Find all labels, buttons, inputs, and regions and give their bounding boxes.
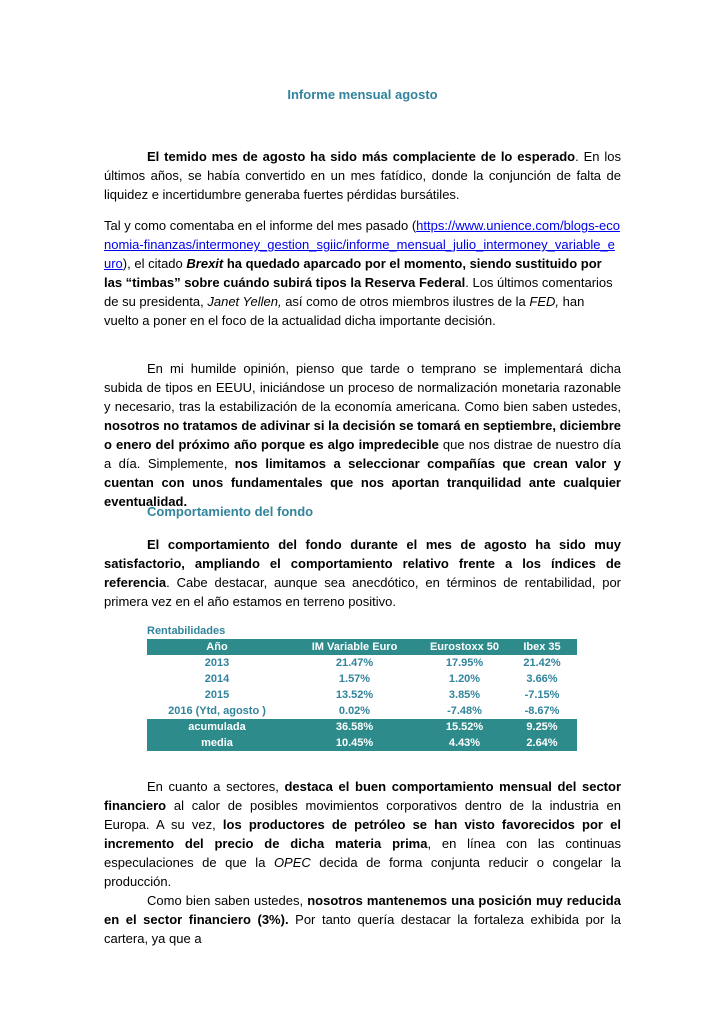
table-cell: 15.52% [422,719,507,735]
table-cell: 13.52% [287,687,422,703]
table-cell: -7.15% [507,687,577,703]
header-cell: IM Variable Euro [287,639,422,655]
report-link[interactable]: https://www.unience.com/blogs-economia-finanzas/intermoney_gestion_sgiic/informe_mensual_julio_intermoney_variable_euro [104,218,620,271]
financial-text-2: Por tanto quería destacar la fortaleza exhibida por la cartera, ya que a [104,912,621,946]
fund-bold: El comportamiento del fondo durante el mes de agosto ha sido muy satisfactorio, ampliando el comportamiento relativo frente a los índices de referencia [104,537,621,590]
table-cell: 4.43% [422,735,507,751]
brexit-text-4: así como de otros miembros ilustres de la [281,294,530,309]
table-cell: 2013 [147,655,287,671]
brexit-text-5: han vuelto a poner en el foco de la actualidad dicha importante decisión. [104,294,585,328]
paragraph-intro [104,147,621,204]
table-cell: 2016 (Ytd, agosto ) [147,703,287,719]
financial-bold: nosotros mantenemos una posición muy reducida en el sector financiero (3%). [104,893,621,927]
header-cell: Eurostoxx 50 [422,639,507,655]
table-cell: 2.64% [507,735,577,751]
opinion-text-2: que nos distrae de nuestro día a día. Simplemente, [104,437,621,471]
table-cell: 2014 [147,671,287,687]
opinion-bold-2: nos limitamos a seleccionar compañías que crean valor y cuentan con unos fundamentales que nos aportan tranquilidad ante cualquier eventualidad. [104,456,621,509]
table-cell: acumulada [147,719,287,735]
table-cell: 3.85% [422,687,507,703]
table-cell: -8.67% [507,703,577,719]
brexit-text-3: . Los últimos comentarios de su presidenta, [104,275,613,309]
sectors-text-1: En cuanto a sectores, [147,779,285,794]
fund-text: . Cabe destacar, aunque sea anecdótico, en términos de rentabilidad, por primera vez en el año estamos en terreno positivo. [104,575,621,609]
fed-italic: FED, [529,294,560,309]
table-cell: media [147,735,287,751]
paragraph-opinion [104,359,621,511]
table-cell: 17.95% [422,655,507,671]
table-footer-row [147,735,577,751]
brexit-italic: Brexit [186,256,224,271]
table-cell: 10.45% [287,735,422,751]
brexit-text-1: Tal y como comentaba en el informe del mes pasado ( [104,218,417,233]
table-cell: -7.48% [422,703,507,719]
yellen-italic: Janet Yellen, [207,294,282,309]
returns-table [147,639,577,751]
opec-italic: OPEC [273,855,311,870]
document-title: Informe mensual agosto [287,87,438,102]
table-row [147,703,577,719]
paragraph-sectors [104,777,621,891]
paragraph-financial [104,891,621,948]
table-row [147,687,577,703]
table-cell: 1.57% [287,671,422,687]
table-cell: 2015 [147,687,287,703]
table-row [147,655,577,671]
brexit-bold: ha quedado aparcado por el momento, siendo sustituido por las “timbas” sobre cuándo subirá tipos la Reserva Federal [104,256,602,290]
table-footer-row [147,719,577,735]
table-cell: 1.20% [422,671,507,687]
table-cell: 36.58% [287,719,422,735]
returns-table-block [147,623,577,751]
section-heading: Comportamiento del fondo [147,504,314,519]
sectors-text-2: al calor de posibles movimientos corporativos dentro de la industria en Europa. A su vez, [104,798,621,832]
table-cell: 9.25% [507,719,577,735]
intro-text: . En los últimos años, se había convertido en un mes fatídico, donde la conjunción de falta de liquidez e incertidumbre generaba fuertes pérdidas bursátiles. [104,149,622,202]
table-cell: 0.02% [287,703,422,719]
sectors-bold-2: los productores de petróleo se han visto favorecidos por el incremento del precio de dicha materia prima [104,817,621,851]
header-cell: Ibex 35 [507,639,577,655]
table-cell: 3.66% [507,671,577,687]
header-cell: Año [147,639,287,655]
intro-bold: El temido mes de agosto ha sido más complaciente de lo esperado [147,149,576,164]
table-title: Rentabilidades [147,625,226,637]
table-cell: 21.47% [287,655,422,671]
brexit-text-2: ), el citado [122,256,187,271]
paragraph-brexit [104,216,621,330]
sectors-text-3: , en línea con las continuas especulaciones de que la [104,836,621,870]
paragraph-fund [104,535,621,611]
sectors-text-4: decida de forma conjunta reducir o congelar la producción. [104,855,621,889]
financial-text-1: Como bien saben ustedes, [147,893,308,908]
table-header-row [147,639,577,655]
opinion-text-1: En mi humilde opinión, pienso que tarde o temprano se implementará dicha subida de tipos en EEUU, iniciándose un proceso de normalización monetaria razonable y necesario, tras la estabilización de la economía americana. Como bien saben ustedes, [104,361,621,414]
table-row [147,671,577,687]
opinion-bold-1: nosotros no tratamos de adivinar si la decisión se tomará en septiembre, diciembre o enero del próximo año porque es algo impredecible [104,418,621,452]
table-cell: 21.42% [507,655,577,671]
sectors-bold-1: destaca el buen comportamiento mensual del sector financiero [104,779,621,813]
